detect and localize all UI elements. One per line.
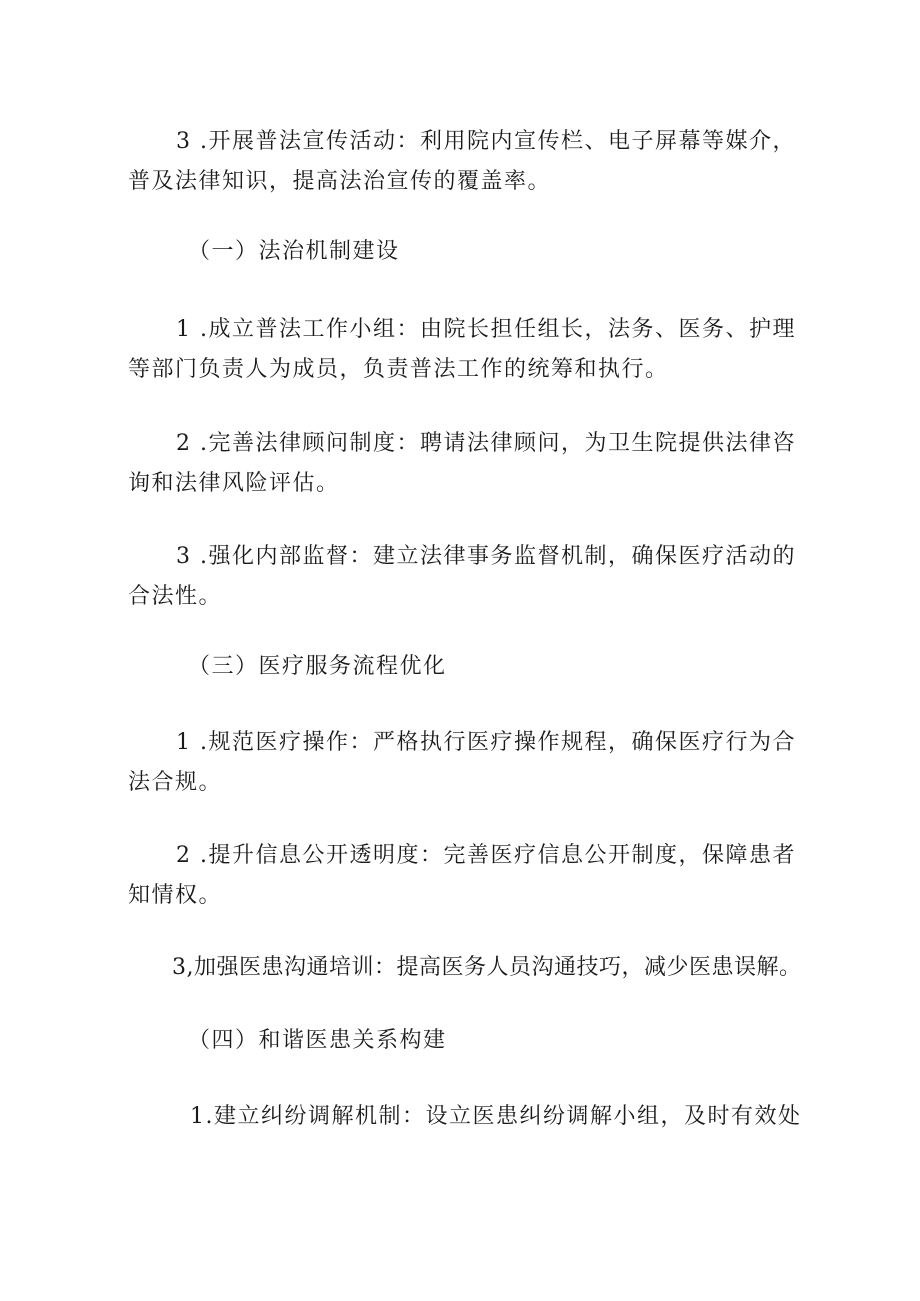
paragraph-legal-counsel — [128, 424, 796, 504]
paragraph-line: 合法性。 — [128, 584, 223, 609]
paragraph-internal-supervision — [128, 537, 796, 617]
paragraph-line: 1 .成立普法工作小组：由院长担任组长，法务、医务、护理 — [176, 317, 796, 342]
section-heading-process-optimization: （三）医疗服务流程优化 — [188, 654, 447, 679]
paragraph-publicity-activities — [128, 122, 796, 202]
paragraph-line: 2 .提升信息公开透明度：完善医疗信息公开制度，保障患者 — [176, 843, 796, 868]
paragraph-communication-training — [172, 948, 802, 988]
paragraph-dispute-mediation — [190, 1097, 802, 1137]
section-heading-legal-mechanism: （一）法治机制建设 — [188, 239, 400, 264]
paragraph-information-transparency — [128, 836, 796, 916]
paragraph-line: 等部门负责人为成员，负责普法工作的统筹和执行。 — [128, 357, 669, 382]
section-heading-doctor-patient-relations: （四）和谐医患关系构建 — [188, 1028, 447, 1053]
paragraph-line: 知情权。 — [128, 883, 223, 908]
paragraph-line: 3 .强化内部监督：建立法律事务监督机制，确保医疗活动的 — [176, 544, 796, 569]
paragraph-line: 3,加强医患沟通培训：提高医务人员沟通技巧，减少医患误解。 — [172, 955, 802, 980]
paragraph-line: 2 .完善法律顾问制度：聘请法律顾问，为卫生院提供法律咨 — [176, 431, 796, 456]
paragraph-legal-team — [128, 310, 796, 390]
paragraph-line: 询和法律风险评估。 — [128, 471, 340, 496]
paragraph-line: 3 .开展普法宣传活动：利用院内宣传栏、电子屏幕等媒介， — [176, 129, 796, 154]
paragraph-line: 1.建立纠纷调解机制：设立医患纠纷调解小组，及时有效处 — [190, 1104, 802, 1129]
paragraph-line: 普及法律知识，提高法治宣传的覆盖率。 — [128, 169, 552, 194]
paragraph-standardize-operations — [128, 723, 796, 803]
paragraph-line: 法合规。 — [128, 770, 223, 795]
paragraph-line: 1 .规范医疗操作：严格执行医疗操作规程，确保医疗行为合 — [176, 730, 796, 755]
